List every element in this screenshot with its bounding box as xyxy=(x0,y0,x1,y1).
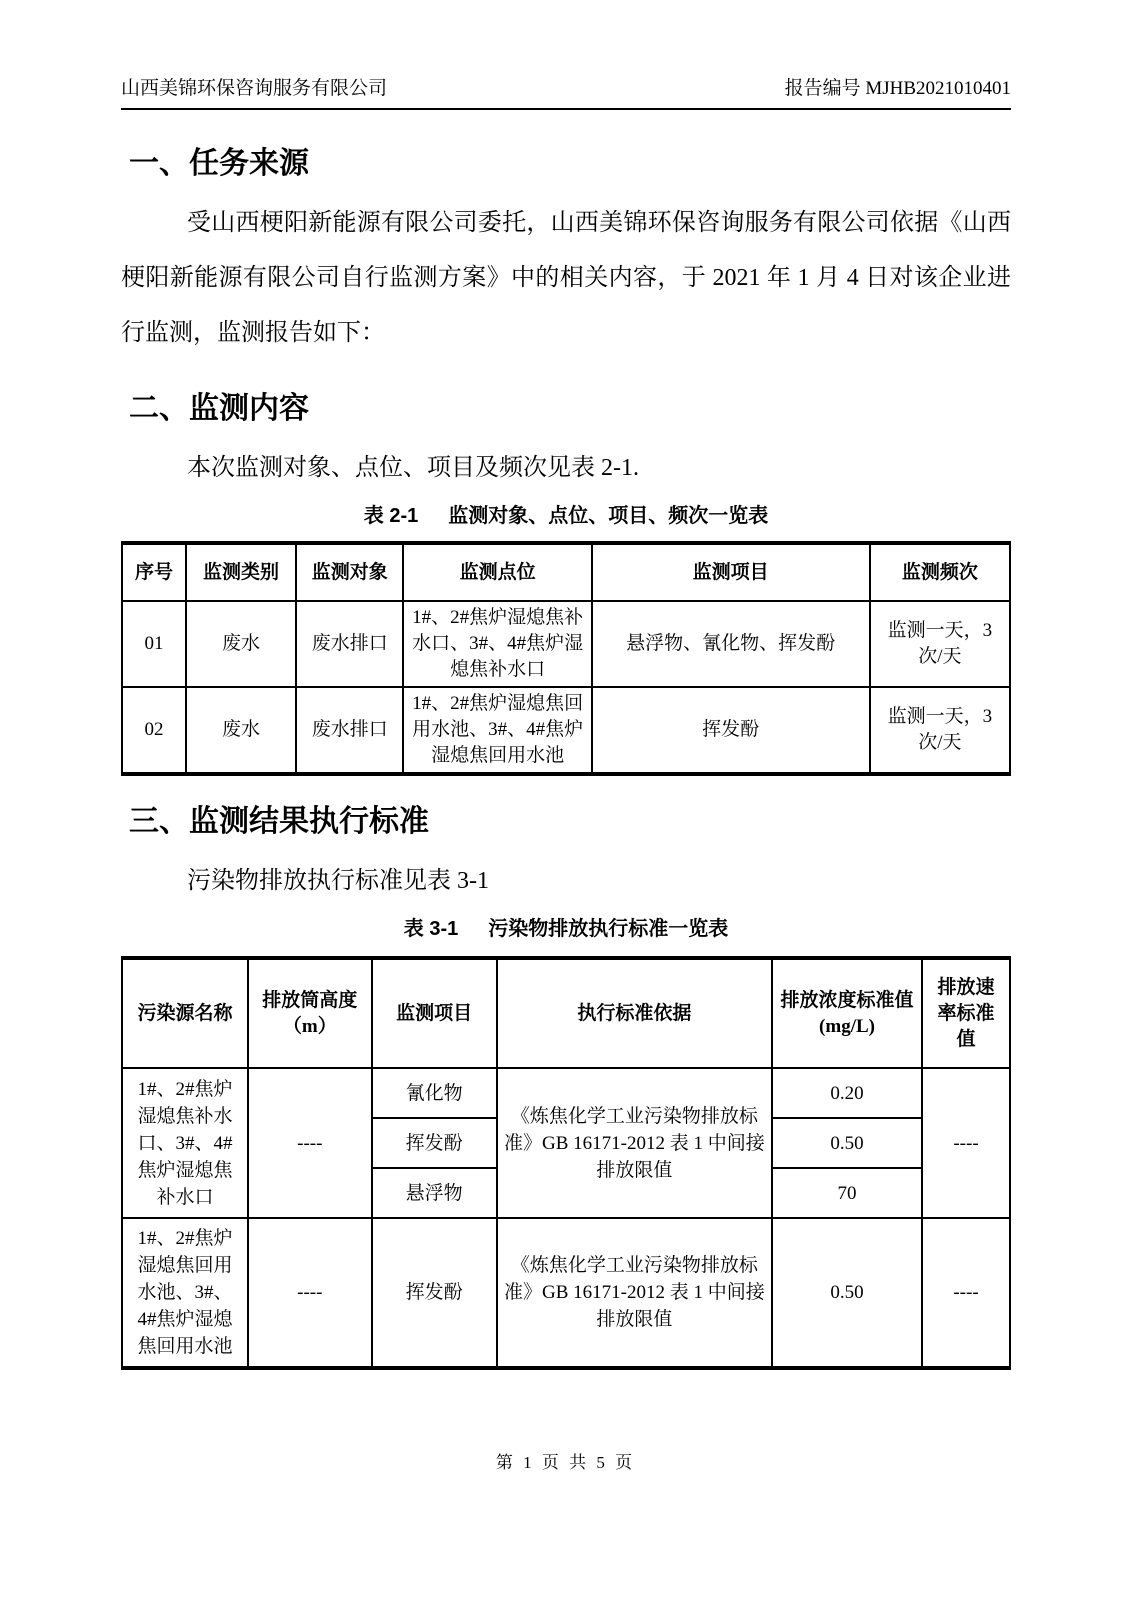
table-cell: 1#、2#焦炉湿熄焦补水口、3#、4#焦炉湿熄焦补水口 xyxy=(403,601,591,687)
table-header-cell: 监测频次 xyxy=(870,543,1010,601)
table-header-cell: 污染源名称 xyxy=(122,958,248,1068)
table-header-cell: 排放筒高度（m） xyxy=(248,958,371,1068)
table-2-1-caption xyxy=(121,503,1011,529)
table-3-1-caption-label: 表 3-1 xyxy=(403,918,459,940)
table-row xyxy=(122,687,1010,774)
limit-value-cell: 0.50 xyxy=(772,1218,922,1368)
rate-standard-cell: ---- xyxy=(922,1218,1010,1368)
table-cell: 1#、2#焦炉湿熄焦回用水池、3#、4#焦炉湿熄焦回用水池 xyxy=(403,687,591,774)
stack-height-cell: ---- xyxy=(248,1218,371,1368)
table-header-cell: 排放浓度标准值(mg/L) xyxy=(772,958,922,1068)
monitor-item-cell: 氰化物 xyxy=(372,1068,497,1118)
table-header-cell: 监测项目 xyxy=(592,543,870,601)
limit-value-cell: 70 xyxy=(772,1168,922,1218)
table-cell: 废水 xyxy=(186,687,296,774)
table-3-1-caption-title: 污染物排放执行标准一览表 xyxy=(488,918,729,940)
table-header-cell: 监测对象 xyxy=(296,543,403,601)
rate-standard-cell: ---- xyxy=(922,1068,1010,1218)
limit-value-cell: 0.20 xyxy=(772,1068,922,1118)
header-rule xyxy=(121,108,1011,110)
table-cell: 监测一天，3 次/天 xyxy=(870,601,1010,687)
table-header-cell: 序号 xyxy=(122,543,186,601)
table-cell: 监测一天，3 次/天 xyxy=(870,687,1010,774)
standard-basis-cell: 《炼焦化学工业污染物排放标准》GB 16171-2012 表 1 中间接排放限值 xyxy=(497,1218,772,1368)
pollution-source-cell: 1#、2#焦炉湿熄焦补水口、3#、4#焦炉湿熄焦补水口 xyxy=(122,1068,248,1218)
table-cell: 废水排口 xyxy=(296,687,403,774)
monitor-item-cell: 挥发酚 xyxy=(372,1118,497,1168)
table-3-1-caption xyxy=(121,916,1011,942)
task-source-paragraph: 受山西梗阳新能源有限公司委托，山西美锦环保咨询服务有限公司依据《山西梗阳新能源有限公司自行监测方案》中的相关内容，于 2021 年 1 月 4 日对该企业进行监测，监测报告如下： xyxy=(121,210,1011,346)
monitor-item-cell: 悬浮物 xyxy=(372,1168,497,1218)
table-header-cell: 监测项目 xyxy=(372,958,497,1068)
page-number: 第 1 页 共 5 页 xyxy=(495,1453,636,1472)
table-cell: 02 xyxy=(122,687,186,774)
monitor-item-cell: 挥发酚 xyxy=(372,1218,497,1368)
table-header-cell: 监测点位 xyxy=(403,543,591,601)
running-header xyxy=(121,76,1011,101)
table-2-1 xyxy=(121,541,1011,776)
table-cell: 悬浮物、氰化物、挥发酚 xyxy=(592,601,870,687)
table-cell: 废水 xyxy=(186,601,296,687)
section-title-standards: 三、监测结果执行标准 xyxy=(129,805,429,838)
table-row xyxy=(122,1068,1010,1118)
company-name: 山西美锦环保咨询服务有限公司 xyxy=(121,78,388,99)
table-3-1 xyxy=(121,956,1011,1370)
table-2-1-caption-title: 监测对象、点位、项目、频次一览表 xyxy=(448,505,769,527)
table-header-cell: 监测类别 xyxy=(186,543,296,601)
table-3-1-header-row xyxy=(122,958,1010,1068)
section-title-task-source: 一、任务来源 xyxy=(129,147,309,180)
table-header-cell: 执行标准依据 xyxy=(497,958,772,1068)
section-title-monitoring-content: 二、监测内容 xyxy=(129,392,309,425)
table-row xyxy=(122,1218,1010,1368)
pollution-source-cell: 1#、2#焦炉湿熄焦回用水池、3#、4#焦炉湿熄焦回用水池 xyxy=(122,1218,248,1368)
table-row xyxy=(122,601,1010,687)
report-number: 报告编号 MJHB2021010401 xyxy=(784,78,1011,99)
table-3-1-intro: 污染物排放执行标准见表 3-1 xyxy=(187,868,489,894)
table-header-cell: 排放速率标准值 xyxy=(922,958,1010,1068)
table-cell: 废水排口 xyxy=(296,601,403,687)
stack-height-cell: ---- xyxy=(248,1068,371,1218)
table-2-1-caption-label: 表 2-1 xyxy=(363,505,419,527)
standard-basis-cell: 《炼焦化学工业污染物排放标准》GB 16171-2012 表 1 中间接排放限值 xyxy=(497,1068,772,1218)
limit-value-cell: 0.50 xyxy=(772,1118,922,1168)
table-cell: 01 xyxy=(122,601,186,687)
table-cell: 挥发酚 xyxy=(592,687,870,774)
table-2-1-intro: 本次监测对象、点位、项目及频次见表 2-1. xyxy=(187,455,639,481)
table-2-1-header-row xyxy=(122,543,1010,601)
